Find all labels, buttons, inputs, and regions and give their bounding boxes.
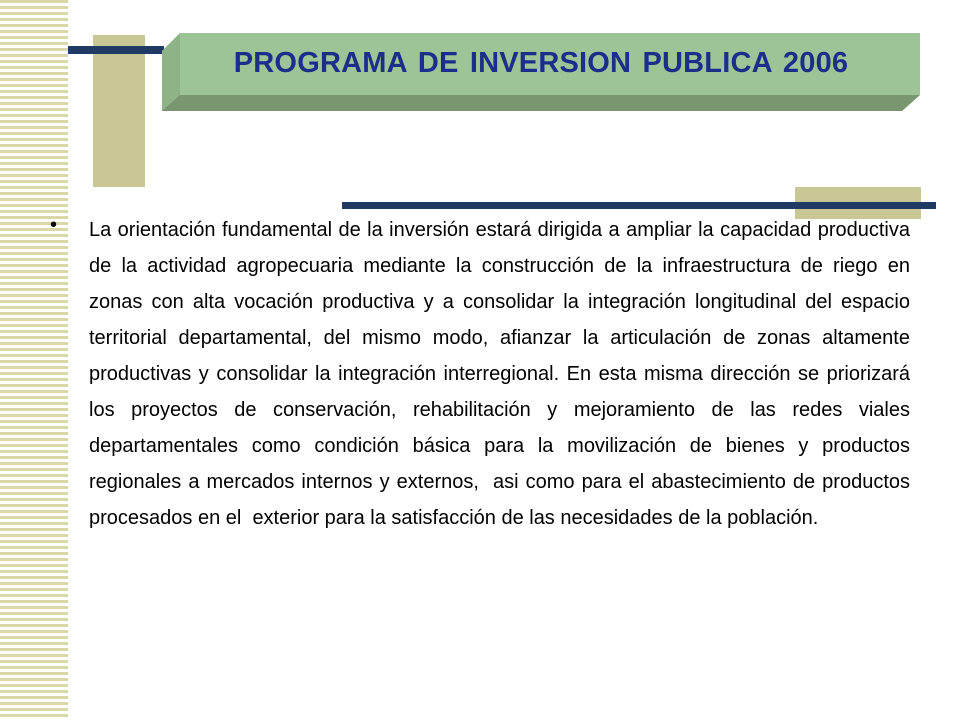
bullet-marker: •	[50, 214, 58, 236]
title-banner	[162, 33, 920, 111]
body-content	[50, 212, 916, 536]
top-navy-bar	[68, 46, 164, 54]
left-tan-block	[93, 35, 145, 187]
body-paragraph: La orientación fundamental de la inversión estará dirigida a ampliar la capacidad productiva de la actividad agropecuaria mediante la construcción de la infraestructura de riego en zonas con alta vocación productiva y a consolidar la integración longitudinal del espacio territorial departamental, del mismo modo, afianzar la articulación de zonas altamente productivas y consolidar la integración interregional. En esta misma dirección se priorizará los proyectos de conservación, rehabilitación y mejoramiento de las redes viales departamentales como condición básica para la movilización de bienes y productos regionales a mercados internos y externos, asi como para el abastecimiento de productos procesados en el exterior para la satisfacción de las necesidades de la población.	[89, 219, 916, 529]
slide-title: PROGRAMA DE INVERSION PUBLICA 2006	[233, 47, 849, 79]
divider-navy-bar	[342, 202, 936, 209]
banner-bottom-bevel	[162, 95, 920, 111]
